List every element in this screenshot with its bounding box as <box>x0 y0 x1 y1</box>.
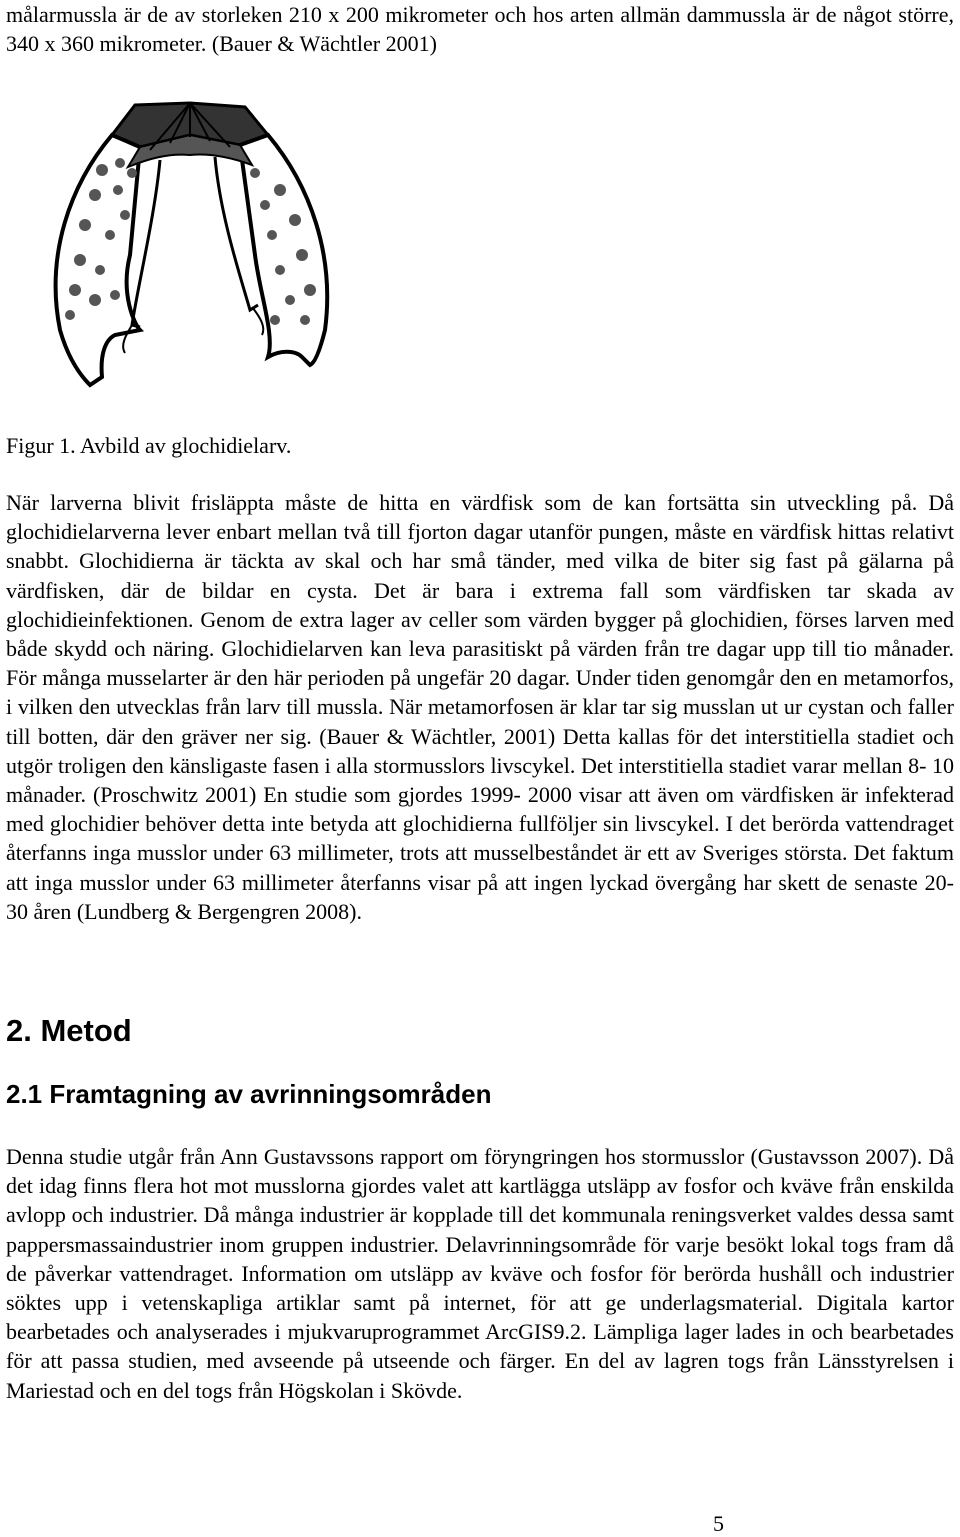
paragraph-method: Denna studie utgår från Ann Gustavssons rapport om föryngringen hos stormusslor (Gustavsson 2007). Då det idag finns flera hot mot musslorna gjordes valet att kartlägga utsläpp av fosfor och kväve från enskilda avlopp och industrier. Då många industrier är kopplade till det kommunala reningsverket valdes dessa samt pappersmassaindustrier inom gruppen industrier. Delavrinningsområde för varje besökt lokal togs fram då de påverkar vattendraget. Information om utsläpp av kväve och fosfor för berörda hushåll och industrier söktes upp i vetenskapliga artiklar samt på internet, för att ge underlagsmaterial. Digitala kartor bearbetades och analyserades i mjukvaruprogrammet ArcGIS9.2. Lämpliga lager lades in och bearbetades för att passa studien, med avseende på utseende och färger. En del av lagren togs från Länsstyrelsen i Mariestad och en del togs från Högskolan i Skövde. <box>6 1144 954 1403</box>
section-heading-metod: 2. Metod <box>6 1013 132 1048</box>
subsection-heading-framtagning: 2.1 Framtagning av avrinningsområden <box>6 1079 492 1109</box>
intro-paragraph: målarmussla är de av storleken 210 x 200 mikrometer och hos arten allmän dammussla är de något större, 340 x 360 mikrometer. (Bauer & Wächtler 2001) <box>6 2 954 56</box>
glochidium-figure <box>40 95 340 390</box>
glochidium-larva-illustration <box>40 95 340 390</box>
page-number: 5 <box>713 1511 724 1536</box>
paragraph-larva-lifecycle: När larverna blivit frisläppta måste de hitta en värdfisk som de kan fortsätta sin utveckling på. Då glochidielarverna lever enbart mellan två till fjorton dagar utanför pungen, måste en värdfisk hittas relativt snabbt. Glochidierna är täckta av skal och har små tänder, med vilka de biter sig fast på gälarna på värdfisken, där de bildar en cysta. Det är bara i extrema fall som värdfisken tar skada av glochidieinfektionen. Genom de extra lager av celler som värden bygger på glochidien, förses larven med både skydd och näring. Glochidielarven kan leva parasitiskt på värden från tre dagar upp till tio månader. För många musselarter är den här perioden på ungefär 20 dagar. Under tiden genomgår den en metamorfos, i vilken den utvecklas från larv till mussla. När metamorfosen är klar tar sig musslan ut ur cystan och faller till botten, där den gräver ner sig. (Bauer & Wächtler, 2001) Detta kallas för det interstitiella stadiet och utgör troligen den känsligaste fasen i alla stormusslors livscykel. Det interstitiella stadiet varar mellan 8- 10 månader. (Proschwitz 2001) En studie som gjordes 1999- 2000 visar att även om värdfisken är infekterad med glochidier behöver detta inte betyda att glochidierna fullföljer sin livscykel. I det berörda vattendraget återfanns inga musslor under 63 millimeter, trots att musselbeståndet är ett av Sveriges största. Det faktum att inga musslor under 63 millimeter återfanns visar på att ingen lyckad övergång har skett de senaste 20- 30 åren (Lundberg & Bergengren 2008). <box>6 490 954 924</box>
figure-caption: Figur 1. Avbild av glochidielarv. <box>6 433 292 458</box>
